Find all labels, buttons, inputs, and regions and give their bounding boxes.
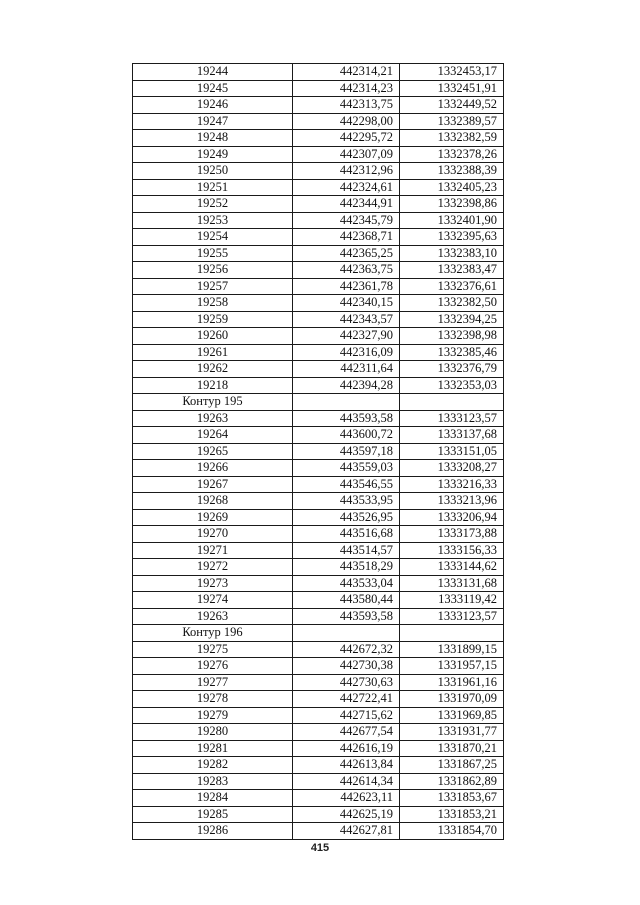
x-coordinate: 443593,58 [293, 608, 400, 625]
table-row [133, 707, 504, 724]
y-coordinate: 1332449,52 [400, 97, 504, 114]
x-coordinate: 443516,68 [293, 526, 400, 543]
y-coordinate: 1333119,42 [400, 592, 504, 609]
table-row [133, 691, 504, 708]
y-coordinate: 1333216,33 [400, 476, 504, 493]
table-row [133, 311, 504, 328]
point-number: 19279 [133, 707, 293, 724]
table-row [133, 80, 504, 97]
x-coordinate: 442314,21 [293, 64, 400, 81]
empty-cell [400, 625, 504, 642]
contour-header-row [133, 394, 504, 411]
point-number: 19281 [133, 740, 293, 757]
y-coordinate: 1331899,15 [400, 641, 504, 658]
y-coordinate: 1332376,61 [400, 278, 504, 295]
point-number: 19259 [133, 311, 293, 328]
table-row [133, 757, 504, 774]
table-row [133, 377, 504, 394]
table-row [133, 179, 504, 196]
x-coordinate: 442677,54 [293, 724, 400, 741]
point-number: 19247 [133, 113, 293, 130]
x-coordinate: 442313,75 [293, 97, 400, 114]
y-coordinate: 1332453,17 [400, 64, 504, 81]
y-coordinate: 1332388,39 [400, 163, 504, 180]
point-number: 19258 [133, 295, 293, 312]
point-number: 19283 [133, 773, 293, 790]
point-number: 19244 [133, 64, 293, 81]
table-row [133, 658, 504, 675]
x-coordinate: 443533,04 [293, 575, 400, 592]
table-row [133, 476, 504, 493]
table-row [133, 526, 504, 543]
x-coordinate: 442625,19 [293, 806, 400, 823]
point-number: 19246 [133, 97, 293, 114]
y-coordinate: 1333213,96 [400, 493, 504, 510]
point-number: 19264 [133, 427, 293, 444]
x-coordinate: 442623,11 [293, 790, 400, 807]
contour-label: Контур 195 [133, 394, 293, 411]
y-coordinate: 1333123,57 [400, 410, 504, 427]
point-number: 19251 [133, 179, 293, 196]
table-row [133, 559, 504, 576]
point-number: 19218 [133, 377, 293, 394]
point-number: 19276 [133, 658, 293, 675]
y-coordinate: 1332385,46 [400, 344, 504, 361]
x-coordinate: 442614,34 [293, 773, 400, 790]
table-row [133, 427, 504, 444]
x-coordinate: 442627,81 [293, 823, 400, 840]
y-coordinate: 1333173,88 [400, 526, 504, 543]
table-row [133, 295, 504, 312]
y-coordinate: 1332376,79 [400, 361, 504, 378]
x-coordinate: 443559,03 [293, 460, 400, 477]
point-number: 19268 [133, 493, 293, 510]
x-coordinate: 443580,44 [293, 592, 400, 609]
x-coordinate: 443597,18 [293, 443, 400, 460]
empty-cell [400, 394, 504, 411]
y-coordinate: 1332405,23 [400, 179, 504, 196]
x-coordinate: 442394,28 [293, 377, 400, 394]
y-coordinate: 1331957,15 [400, 658, 504, 675]
table-row [133, 344, 504, 361]
point-number: 19280 [133, 724, 293, 741]
x-coordinate: 442616,19 [293, 740, 400, 757]
point-number: 19250 [133, 163, 293, 180]
point-number: 19285 [133, 806, 293, 823]
contour-label: Контур 196 [133, 625, 293, 642]
x-coordinate: 442324,61 [293, 179, 400, 196]
point-number: 19256 [133, 262, 293, 279]
point-number: 19284 [133, 790, 293, 807]
point-number: 19273 [133, 575, 293, 592]
point-number: 19257 [133, 278, 293, 295]
table-row [133, 575, 504, 592]
x-coordinate: 442363,75 [293, 262, 400, 279]
y-coordinate: 1331853,67 [400, 790, 504, 807]
x-coordinate: 442613,84 [293, 757, 400, 774]
table-row [133, 674, 504, 691]
table-row [133, 724, 504, 741]
y-coordinate: 1332382,50 [400, 295, 504, 312]
table-row [133, 262, 504, 279]
point-number: 19275 [133, 641, 293, 658]
y-coordinate: 1332382,59 [400, 130, 504, 147]
y-coordinate: 1332378,26 [400, 146, 504, 163]
point-number: 19254 [133, 229, 293, 246]
y-coordinate: 1331931,77 [400, 724, 504, 741]
table-row [133, 278, 504, 295]
y-coordinate: 1331970,09 [400, 691, 504, 708]
table-row [133, 790, 504, 807]
point-number: 19255 [133, 245, 293, 262]
point-number: 19278 [133, 691, 293, 708]
y-coordinate: 1333151,05 [400, 443, 504, 460]
empty-cell [293, 625, 400, 642]
point-number: 19252 [133, 196, 293, 213]
point-number: 19260 [133, 328, 293, 345]
x-coordinate: 442365,25 [293, 245, 400, 262]
y-coordinate: 1332353,03 [400, 377, 504, 394]
x-coordinate: 442345,79 [293, 212, 400, 229]
point-number: 19274 [133, 592, 293, 609]
empty-cell [293, 394, 400, 411]
y-coordinate: 1331870,21 [400, 740, 504, 757]
y-coordinate: 1331969,85 [400, 707, 504, 724]
point-number: 19262 [133, 361, 293, 378]
y-coordinate: 1331853,21 [400, 806, 504, 823]
table-row [133, 773, 504, 790]
table-row [133, 740, 504, 757]
point-number: 19271 [133, 542, 293, 559]
x-coordinate: 443518,29 [293, 559, 400, 576]
x-coordinate: 443546,55 [293, 476, 400, 493]
x-coordinate: 442343,57 [293, 311, 400, 328]
table-row [133, 443, 504, 460]
page-number: 415 [310, 842, 330, 854]
point-number: 19266 [133, 460, 293, 477]
point-number: 19245 [133, 80, 293, 97]
x-coordinate: 442722,41 [293, 691, 400, 708]
point-number: 19269 [133, 509, 293, 526]
y-coordinate: 1333208,27 [400, 460, 504, 477]
x-coordinate: 442311,64 [293, 361, 400, 378]
y-coordinate: 1332383,10 [400, 245, 504, 262]
table-row [133, 509, 504, 526]
coordinates-table-body [133, 64, 504, 840]
y-coordinate: 1332451,91 [400, 80, 504, 97]
x-coordinate: 443526,95 [293, 509, 400, 526]
table-row [133, 410, 504, 427]
table-row [133, 212, 504, 229]
y-coordinate: 1333123,57 [400, 608, 504, 625]
point-number: 19272 [133, 559, 293, 576]
point-number: 19263 [133, 608, 293, 625]
contour-header-row [133, 625, 504, 642]
y-coordinate: 1332401,90 [400, 212, 504, 229]
point-number: 19282 [133, 757, 293, 774]
y-coordinate: 1333206,94 [400, 509, 504, 526]
x-coordinate: 443514,57 [293, 542, 400, 559]
point-number: 19270 [133, 526, 293, 543]
point-number: 19277 [133, 674, 293, 691]
y-coordinate: 1331961,16 [400, 674, 504, 691]
y-coordinate: 1332398,86 [400, 196, 504, 213]
point-number: 19265 [133, 443, 293, 460]
table-row [133, 493, 504, 510]
x-coordinate: 443533,95 [293, 493, 400, 510]
y-coordinate: 1331854,70 [400, 823, 504, 840]
table-row [133, 64, 504, 81]
table-row [133, 113, 504, 130]
point-number: 19267 [133, 476, 293, 493]
x-coordinate: 442361,78 [293, 278, 400, 295]
x-coordinate: 442672,32 [293, 641, 400, 658]
y-coordinate: 1331862,89 [400, 773, 504, 790]
point-number: 19263 [133, 410, 293, 427]
x-coordinate: 442340,15 [293, 295, 400, 312]
x-coordinate: 443593,58 [293, 410, 400, 427]
y-coordinate: 1332383,47 [400, 262, 504, 279]
x-coordinate: 442312,96 [293, 163, 400, 180]
y-coordinate: 1333156,33 [400, 542, 504, 559]
y-coordinate: 1331867,25 [400, 757, 504, 774]
table-row [133, 592, 504, 609]
coordinates-table [132, 63, 504, 840]
table-row [133, 361, 504, 378]
y-coordinate: 1332398,98 [400, 328, 504, 345]
y-coordinate: 1333137,68 [400, 427, 504, 444]
x-coordinate: 442344,91 [293, 196, 400, 213]
table-row [133, 229, 504, 246]
table-row [133, 328, 504, 345]
point-number: 19286 [133, 823, 293, 840]
table-row [133, 130, 504, 147]
x-coordinate: 442307,09 [293, 146, 400, 163]
table-row [133, 542, 504, 559]
x-coordinate: 442316,09 [293, 344, 400, 361]
table-row [133, 146, 504, 163]
table-row [133, 608, 504, 625]
x-coordinate: 442298,00 [293, 113, 400, 130]
table-row [133, 196, 504, 213]
point-number: 19261 [133, 344, 293, 361]
point-number: 19248 [133, 130, 293, 147]
x-coordinate: 442295,72 [293, 130, 400, 147]
x-coordinate: 442730,63 [293, 674, 400, 691]
table-row [133, 641, 504, 658]
x-coordinate: 443600,72 [293, 427, 400, 444]
y-coordinate: 1332389,57 [400, 113, 504, 130]
point-number: 19253 [133, 212, 293, 229]
y-coordinate: 1332395,63 [400, 229, 504, 246]
table-row [133, 823, 504, 840]
x-coordinate: 442715,62 [293, 707, 400, 724]
table-row [133, 806, 504, 823]
x-coordinate: 442730,38 [293, 658, 400, 675]
y-coordinate: 1333144,62 [400, 559, 504, 576]
x-coordinate: 442314,23 [293, 80, 400, 97]
x-coordinate: 442368,71 [293, 229, 400, 246]
table-row [133, 460, 504, 477]
point-number: 19249 [133, 146, 293, 163]
x-coordinate: 442327,90 [293, 328, 400, 345]
table-row [133, 163, 504, 180]
table-row [133, 97, 504, 114]
y-coordinate: 1333131,68 [400, 575, 504, 592]
table-row [133, 245, 504, 262]
y-coordinate: 1332394,25 [400, 311, 504, 328]
